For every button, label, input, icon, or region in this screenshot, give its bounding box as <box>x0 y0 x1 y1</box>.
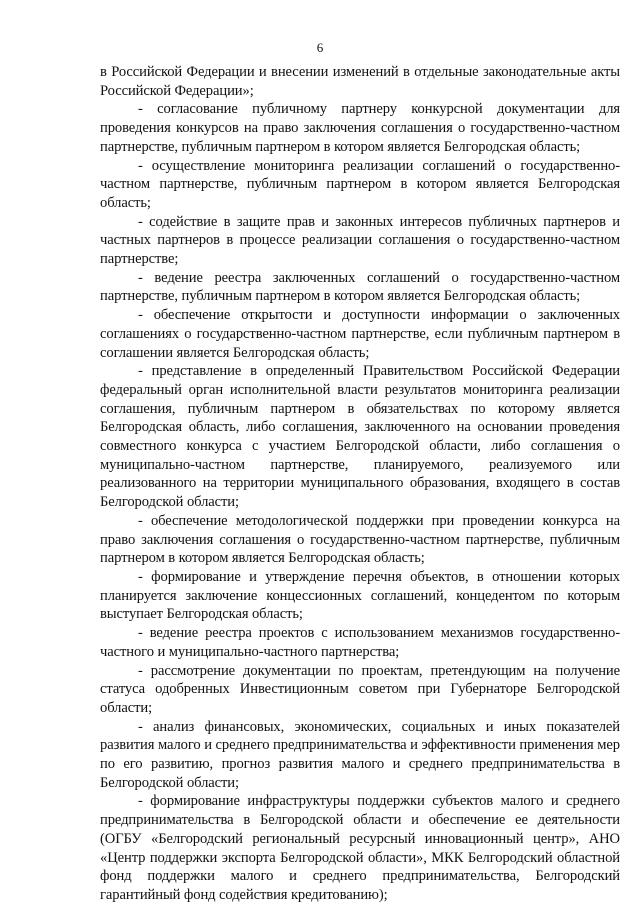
list-item: - анализ финансовых, экономических, социальных и иных показателей развития малого и среднего предпринимательства и эффективности применения мер по его развитию, прогноз развития малого и среднего предпринимательства в Белгородской области; <box>100 718 620 791</box>
paragraph-continuation: в Российской Федерации и внесении изменений в отдельные законодательные акты Российской Федерации»; <box>100 64 620 99</box>
list-item: - содействие в защите прав и законных интересов публичных партнеров и частных партнеров в процессе реализации соглашения о государственно-частном партнерстве; <box>100 213 620 268</box>
list-item: - рассмотрение документации по проектам, претендующим на получение статуса одобренных Инвестиционным советом при Губернаторе Белгородской области; <box>100 662 620 716</box>
list-item: - формирование инфраструктуры поддержки субъектов малого и среднего предпринимательства в Белгородской области и обеспечение ее деятельности (ОГБУ «Белгородский региональный ресурсный инновационный центр», АНО «Центр поддержки экспорта Белгородской области», МКК Белгородский областной фонд поддержки малого и среднего предпринимательства, Белгородский гарантийный фонд содействия кредитованию); <box>100 793 620 903</box>
list-item: - ведение реестра проектов с использованием механизмов государственно-частного и муниципально-частного партнерства; <box>100 625 620 660</box>
list-item: - формирование и утверждение перечня объектов, в отношении которых планируется заключение концессионных соглашений, концедентом по которым выступает Белгородская область; <box>100 568 620 623</box>
document-body <box>100 63 620 905</box>
list-item: - осуществление мониторинга реализации соглашений о государственно-частном партнерстве, публичным партнером в котором является Белгородская область; <box>100 157 620 211</box>
list-item: - согласование публичному партнеру конкурсной документации для проведения конкурсов на право заключения соглашения о государственно-частном партнерстве, публичным партнером в котором является Белгородская область; <box>100 101 620 155</box>
list-item: - ведение реестра заключенных соглашений о государственно-частном партнерстве, публичным партнером в котором является Белгородская область; <box>100 269 620 305</box>
page-number: 6 <box>316 40 324 55</box>
list-item: - представление в определенный Правительством Российской Федерации федеральный орган исполнительной власти результатов мониторинга реализации соглашения, публичным партнером в обязательствах по которому является Белгородская область, либо соглашения, заключенного на основании проведения совместного конкурса с участием Белгородской области, либо соглашения о муниципально-частном партнерстве, планируемого, реализуемого или реализованного на территории муниципального образования, входящего в состав Белгородской области; <box>100 363 620 511</box>
list-item: - обеспечение методологической поддержки при проведении конкурса на право заключения соглашения о государственно-частном партнерстве, публичным партнером в котором является Белгородская область; <box>100 512 620 567</box>
list-item: - обеспечение открытости и доступности информации о заключенных соглашениях о государственно-частном партнерстве, если публичным партнером в соглашении является Белгородская область; <box>100 307 620 361</box>
